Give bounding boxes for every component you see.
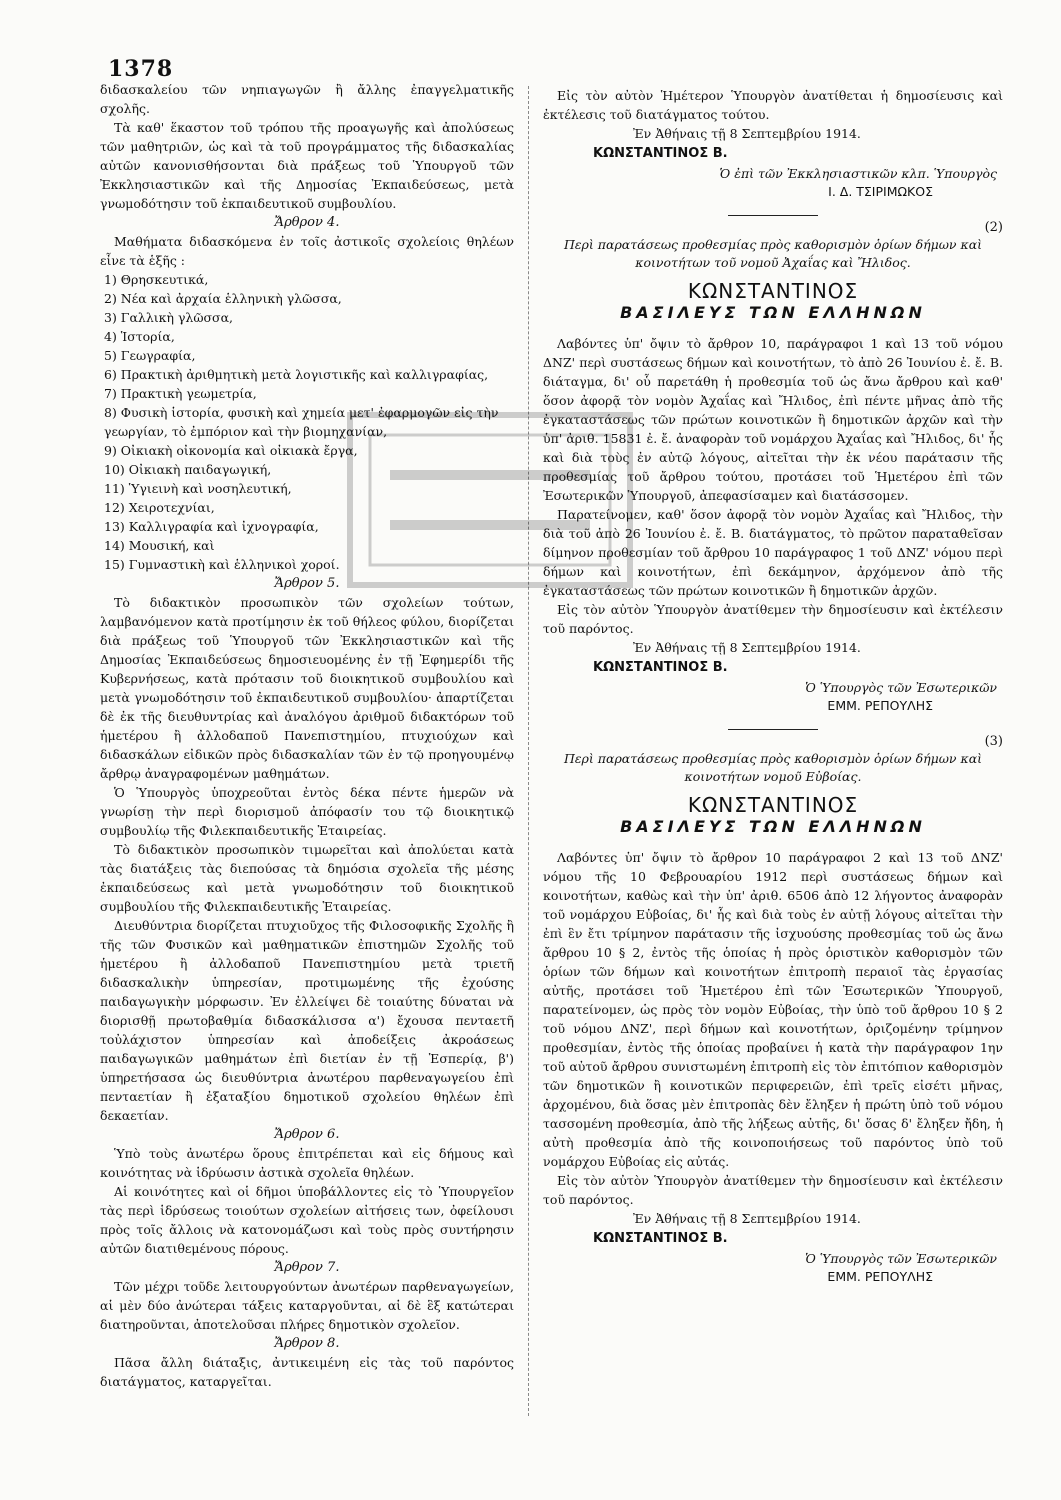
king-signature: ΚΩΝΣΤΑΝΤΙΝΟΣ Β. [593,146,728,161]
decree-date: Ἐν Ἀθήναις τῇ 8 Σεπτεμβρίου 1914. [633,126,861,141]
list-item: 10) Οἰκιακὴ παιδαγωγική, [104,462,272,477]
paragraph: Ὁ Ὑπουργὸς ὑποχρεοῦται ἐντὸς δέκα πέντε ἡμερῶν νὰ γνωρίσῃ τὴν περὶ διορισμοῦ ἀπόφασίν του τῷ διοικητικῷ συμβουλίῳ τῆς Φιλεκπαιδευτικῆς Ἑταιρείας. [100,785,514,838]
decree-date: Ἐν Ἀθήναις τῇ 8 Σεπτεμβρίου 1914. [633,1211,861,1226]
minister-name: ΕΜΜ. ΡΕΠΟΥΛΗΣ [827,1269,933,1284]
list-item: 7) Πρακτικὴ γεωμετρία, [104,386,257,401]
list-item: 14) Μουσική, καὶ [104,538,215,553]
minister-role: Ὁ ἐπὶ τῶν Ἐκκλησιαστικῶν κλπ. Ὑπουργὸς [719,166,997,181]
paragraph: Λαβόντες ὑπ' ὄψιν τὸ ἄρθρον 10, παράγραφοι 1 καὶ 13 τοῦ νόμου ΔΝΖ' περὶ συστάσεως δήμων καὶ κοινοτήτων, τὸ ἀπὸ 26 Ἰουνίου ἐ. ἔ. Β. διάταγμα, δι' οὗ παρετάθη ἡ προθεσμία τοῦ ὡς ἄνω ἄρθρου καὶ καθ' ὅσον ἀφορᾷ τὸν νομὸν Ἀχαΐας καὶ Ἤλιδος, ἐπὶ πέντε μῆνας ἀπὸ τῆς ἐγκαταστάσεως τῶν πρώτων κοινοτικῶν ἢ δημοτικῶν ἀρχῶν καὶ τὴν ὑπ' ἀριθ. 15831 ἐ. ἔ. ἀναφορὰν τοῦ νομάρχου Ἀχαΐας καὶ Ἤλιδος, δι' ἧς καὶ διὰ τοὺς ἐν αὐτῷ λόγους, αἰτεῖται τὴν ἐκ νέου παράτασιν τῆς προθεσμίας τοῦ ἄρθρου τούτου, προτάσει τοῦ Ἡμετέρου ἐπὶ τῶν Ἐσωτερικῶν Ὑπουργοῦ, ἀπεφασίσαμεν καὶ διατάσσομεν. [543,336,1003,503]
paragraph: Διευθύντρια διορίζεται πτυχιοῦχος τῆς Φιλοσοφικῆς Σχολῆς ἢ τῆς τῶν Φυσικῶν καὶ μαθηματικῶν ἐπιστημῶν Σχολῆς τοῦ ἡμετέρου ἢ ἀλλοδαποῦ Πανεπιστημίου μετὰ τριετῆ διδασκαλικὴν ὑπηρεσίαν, προτιμωμένης τῆς ἐχούσης παιδαγωγικὴν μόρφωσιν. Ἐν ἐλλείψει δὲ τοιαύτης δύναται νὰ διορισθῇ πρωτοβαθμία διδασκάλισσα α') ἔχουσα πενταετῆ τοὐλάχιστον ὑπηρεσίαν καὶ ἀποδείξεις ἀκροάσεως παιδαγωγικῶν μαθημάτων ἐπὶ διετίαν ἐν τῇ Ἑσπερίᾳ, β') ὑπηρετήσασα ὡς διευθύντρια ἀνωτέρου παρθεναγωγείου ἐπὶ πενταετίαν ἢ ἐξαταξίου δημοτικοῦ σχολείου θηλέων ἐπὶ δεκαετίαν. [100,918,514,1123]
paragraph: Εἰς τὸν αὐτὸν Ὑπουργὸν ἀνατίθεμεν τὴν δημοσίευσιν καὶ ἐκτέλεσιν τοῦ παρόντος. [543,1173,1003,1207]
king-subheading: ΒΑΣΙΛΕΥΣ ΤΩΝ ΕΛΛΗΝΩΝ [620,817,926,836]
paragraph: Τὰ καθ' ἕκαστον τοῦ τρόπου τῆς προαγωγῆς καὶ ἀπολύσεως τῶν μαθητριῶν, ὡς καὶ τὰ τοῦ προγράμματος τῆς διδασκαλίας αὐτῶν κανονισθήσονται διὰ πράξεως τοῦ Ὑπουργοῦ τῶν Ἐκκλησιαστικῶν καὶ τῆς Δημοσίας Ἐκπαιδεύσεως, μετὰ γνωμοδότησιν τοῦ ἐκπαιδευτικοῦ συμβουλίου. [100,120,514,211]
paragraph: Τὸ διδακτικὸν προσωπικὸν τῶν σχολείων τούτων, λαμβανόμενον κατὰ προτίμησιν ἐκ τοῦ θήλεος φύλου, διορίζεται διὰ πράξεως τοῦ Ὑπουργοῦ τῶν Ἐκκλησιαστικῶν καὶ τῆς Δημοσίας Ἐκπαιδεύσεως δημοσιευομένης ἐν τῇ Ἐφημερίδι τῆς Κυβερνήσεως, κατὰ πρότασιν τοῦ διοικητικοῦ συμβουλίου καὶ μετὰ γνωμοδότησιν τοῦ ἐκπαιδευτικοῦ συμβουλίου· ἀπαρτίζεται δὲ ἐκ τῆς διευθυντρίας καὶ ἀναλόγου ἀριθμοῦ διδακτόρων τοῦ ἡμετέρου ἢ ἀλλοδαποῦ Πανεπιστημίου, πτυχιούχων καὶ διδασκάλων εἰδικῶν πρὸς διδασκαλίαν τῶν ἐν τῷ προηγουμένῳ ἄρθρῳ ἀναγραφομένων μαθημάτων. [100,595,514,781]
decree-number: (3) [984,734,1003,749]
decree-date: Ἐν Ἀθήναις τῇ 8 Σεπτεμβρίου 1914. [633,640,861,655]
continuation-text: διδασκαλείου τῶν νηπιαγωγῶν ἢ ἄλλης ἐπαγγελματικῆς σχολῆς. [100,82,514,116]
paragraph: Τὸ διδακτικὸν προσωπικὸν τιμωρεῖται καὶ ἀπολύεται κατὰ τὰς διατάξεις τὰς διεπούσας τὰ δημόσια σχολεῖα τῆς μέσης ἐκπαιδεύσεως καὶ μετὰ γνωμοδότησιν τοῦ διοικητικοῦ συμβουλίου τῆς Φιλεκπαιδευτικῆς Ἑταιρείας. [100,842,514,914]
minister-role: Ὁ Ὑπουργὸς τῶν Ἐσωτερικῶν [805,1251,997,1266]
king-signature: ΚΩΝΣΤΑΝΤΙΝΟΣ Β. [593,660,728,675]
decree-title: Περὶ παρατάσεως προθεσμίας πρὸς καθορισμὸν ὁρίων δήμων καὶ κοινοτήτων νομοῦ Εὐβοίας. [563,751,983,784]
list-item: 8) Φυσικὴ ἱστορία, φυσικὴ καὶ χημεία μετ' ἐφαρμογῶν εἰς τὴν γεωργίαν, τὸ ἐμπόριον καὶ τὴν βιομηχανίαν, [104,405,499,439]
list-item: 11) Ὑγιεινὴ καὶ νοσηλευτική, [104,481,292,496]
list-item: 15) Γυμναστικὴ καὶ ἑλληνικοὶ χοροί. [104,557,340,572]
king-heading: ΚΩΝΣΤΑΝΤΙΝΟΣ [687,793,859,817]
list-item: 3) Γαλλικὴ γλῶσσα, [104,310,234,325]
decree-title: Περὶ παρατάσεως προθεσμίας πρὸς καθορισμὸν ὁρίων δήμων καὶ κοινοτήτων τοῦ νομοῦ Ἀχαΐας καὶ Ἤλιδος. [563,237,983,270]
article-heading: Ἄρθρον 5. [274,576,340,591]
list-item: 1) Θρησκευτικά, [104,272,209,287]
subjects-list [100,270,514,574]
list-item: 4) Ἱστορία, [104,329,175,344]
section-divider [728,215,818,216]
list-item: 6) Πρακτικὴ ἀριθμητικὴ μετὰ λογιστικῆς καὶ καλλιγραφίας, [104,367,489,382]
paragraph: Τῶν μέχρι τοῦδε λειτουργούντων ἀνωτέρων παρθεναγωγείων, αἱ μὲν δύο ἀνώτεραι τάξεις καταργοῦνται, αἱ δὲ ἓξ κατώτεραι διατηροῦνται, ἀποτελοῦσαι πλήρες δημοτικὸν σχολεῖον. [100,1279,514,1332]
right-column [543,86,1003,1286]
left-column [100,80,514,1391]
list-item: 2) Νέα καὶ ἀρχαία ἑλληνικὴ γλῶσσα, [104,291,342,306]
list-item: 9) Οἰκιακὴ οἰκονομία καὶ οἰκιακὰ ἔργα, [104,443,358,458]
paragraph: Ὑπὸ τοὺς ἀνωτέρω ὅρους ἐπιτρέπεται καὶ εἰς δήμους καὶ κοινότητας νὰ ἱδρύωσιν ἀστικὰ σχολεῖα θηλέων. [100,1146,514,1180]
column-divider [528,86,529,1416]
paragraph: Εἰς τὸν αὐτὸν Ἡμέτερον Ὑπουργὸν ἀνατίθεται ἡ δημοσίευσις καὶ ἐκτέλεσις τοῦ διατάγματος τούτου. [543,88,1003,122]
king-subheading: ΒΑΣΙΛΕΥΣ ΤΩΝ ΕΛΛΗΝΩΝ [620,303,926,322]
article-heading: Ἄρθρον 8. [274,1336,340,1351]
list-item: 12) Χειροτεχνίαι, [104,500,215,515]
article-heading: Ἄρθρον 6. [274,1127,340,1142]
minister-name: ΕΜΜ. ΡΕΠΟΥΛΗΣ [827,698,933,713]
paragraph: Μαθήματα διδασκόμενα ἐν τοῖς ἀστικοῖς σχολείοις θηλέων εἶνε τὰ ἑξῆς : [100,234,514,268]
king-heading: ΚΩΝΣΤΑΝΤΙΝΟΣ [687,279,859,303]
list-item: 5) Γεωγραφία, [104,348,196,363]
minister-role: Ὁ Ὑπουργὸς τῶν Ἐσωτερικῶν [805,680,997,695]
section-divider [728,729,818,730]
paragraph: Εἰς τὸν αὐτὸν Ὑπουργὸν ἀνατίθεμεν τὴν δημοσίευσιν καὶ ἐκτέλεσιν τοῦ παρόντος. [543,602,1003,636]
page-number: 1378 [108,56,174,82]
article-heading: Ἄρθρον 7. [274,1260,340,1275]
paragraph: Αἱ κοινότητες καὶ οἱ δῆμοι ὑποβάλλοντες εἰς τὸ Ὑπουργεῖον τὰς περὶ ἱδρύσεως τοιούτων σχολείων αἰτήσεις των, ὀφείλουσι πρὸς τοῖς ἄλλοις νὰ κατονομάζωσι καὶ τοὺς πρὸς συντήρησιν αὐτῶν διατιθεμένους πόρους. [100,1184,514,1256]
minister-name: Ι. Δ. ΤΣΙΡΙΜΩΚΟΣ [828,184,933,199]
article-heading: Ἄρθρον 4. [274,215,340,230]
paragraph: Πᾶσα ἄλλη διάταξις, ἀντικειμένη εἰς τὰς τοῦ παρόντος διατάγματος, καταργεῖται. [100,1355,514,1389]
paragraph: Λαβόντες ὑπ' ὄψιν τὸ ἄρθρον 10 παράγραφοι 2 καὶ 13 τοῦ ΔΝΖ' νόμου τῆς 10 Φεβρουαρίου 1912 περὶ συστάσεως δήμων καὶ κοινοτήτων, καθὼς καὶ τὴν ὑπ' ἀριθ. 6506 ἀπὸ 12 λήγοντος ἀναφορὰν τοῦ νομάρχου Εὐβοίας, δι' ἧς καὶ διὰ τοὺς ἐν αὐτῇ λόγους αἰτεῖται τὴν ἐπὶ ἓν ἔτι τρίμηνον παράτασιν τῆς ἰσχυούσης προθεσμίας τοῦ ὡς ἄνω ἄρθρου 10 § 2, ἐντὸς τῆς ὁποίας ἡ πρὸς ὁριστικὸν καθορισμὸν τῶν ὁρίων τῶν δήμων καὶ κοινοτήτων ἐπιτροπὴ περαιοῖ τὰς ἐργασίας αὐτῆς, προτάσει τοῦ Ἡμετέρου ἐπὶ τῶν Ἐσωτερικῶν Ὑπουργοῦ, παρατείνομεν, ὡς πρὸς τὸν νομὸν Εὐβοίας, τὴν ὑπὸ τοῦ ἄρθρου 10 § 2 τοῦ νόμου ΔΝΖ', περὶ δήμων καὶ κοινοτήτων, ὁριζομένην τρίμηνον προθεσμίαν, ἐντὸς τῆς ὁποίας προβαίνει ἡ κατὰ τὴν παράγραφον 1ην τοῦ αὐτοῦ ἄρθρου συνιστωμένη ἐπιτροπὴ εἰς τὸν ἐπιτόπιον καθορισμὸν τῶν δημοτικῶν ἢ κοινοτικῶν περιφερειῶν, ἐπὶ τρεῖς εἰσέτι μῆνας, ἀρχομένου, διὰ ὅσας μὲν ἐπιτροπὰς δὲν ἔληξεν ἡ πρώτη ὑπὸ τοῦ νόμου τασσομένη προθεσμία, ἀπὸ τῆς λήξεως αὐτῆς, δι' ὅσας δ' ἔληξεν ἤδη, ἡ αὐτὴ προθεσμία ἀπὸ τῆς κοινοποιήσεως τοῦ παρόντος ὑπὸ τοῦ νομάρχου Εὐβοίας εἰς αὐτάς. [543,850,1003,1169]
decree-number: (2) [984,220,1003,235]
list-item: 13) Καλλιγραφία καὶ ἰχνογραφία, [104,519,319,534]
king-signature: ΚΩΝΣΤΑΝΤΙΝΟΣ Β. [593,1231,728,1246]
paragraph: Παρατείνομεν, καθ' ὅσον ἀφορᾷ τὸν νομὸν Ἀχαΐας καὶ Ἤλιδος, τὴν διὰ τοῦ ἀπὸ 26 Ἰουνίου ἐ. ἔ. Β. διατάγματος, τὸ πρῶτον παραταθεῖσαν δίμηνον προθεσμίαν τοῦ ἄρθρου 10 παράγραφος 1 τοῦ ΔΝΖ' νόμου περὶ δήμων καὶ κοινοτήτων, ἐπὶ δεκάμηνον, ἀρχόμενον ἀπὸ τῆς ἐγκαταστάσεως τῶν πρώτων κοινοτικῶν ἢ δημοτικῶν ἀρχῶν. [543,507,1003,598]
